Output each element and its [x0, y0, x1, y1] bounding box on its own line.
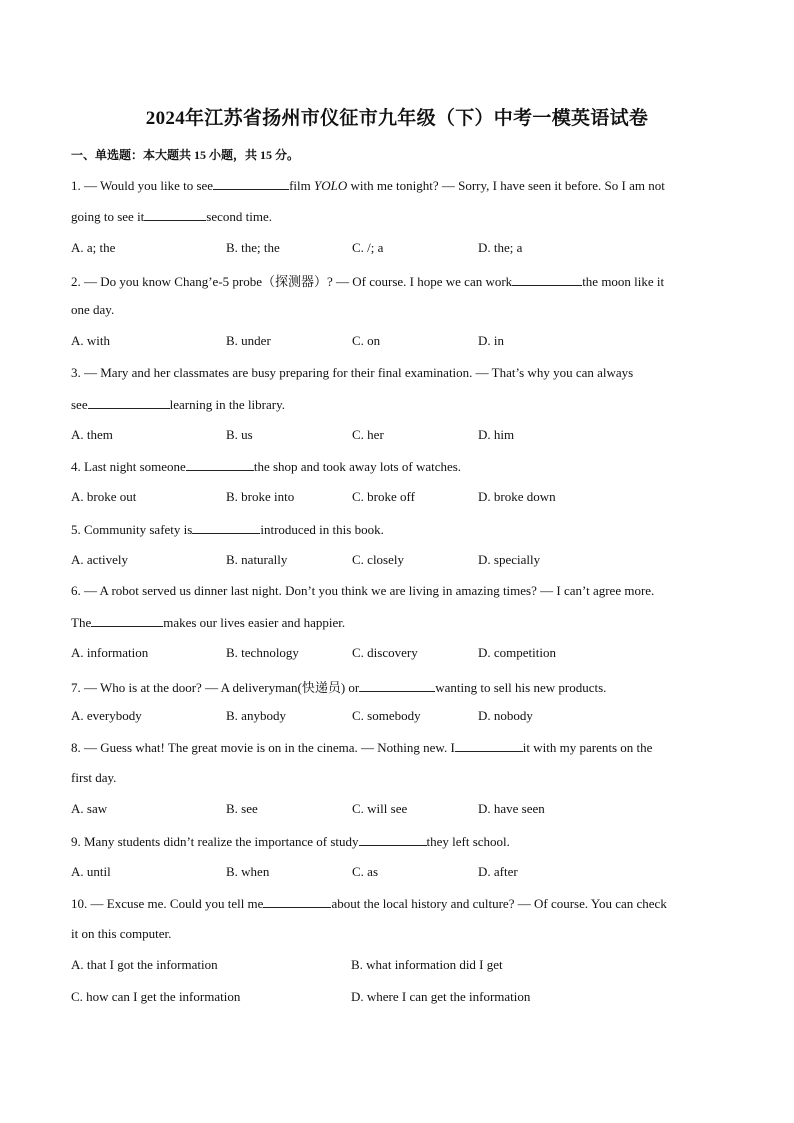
answer-blank: [186, 458, 254, 471]
question-1-option-b: B. the; the: [226, 240, 280, 255]
question-3-option-b: B. us: [226, 427, 253, 442]
question-8-line-1: 8. — Guess what! The great movie is on in the cinema. — Nothing new. I it with my parents on the: [71, 740, 653, 755]
question-4-option-a: A. broke out: [71, 489, 137, 504]
question-10-option-a: A. that I got the information: [71, 957, 218, 972]
answer-blank: [91, 614, 163, 627]
question-1-option-d: D. the; a: [478, 240, 523, 255]
question-3-line-1: 3. — Mary and her classmates are busy preparing for their final examination. — That’s why you can always: [71, 365, 634, 380]
question-6-option-c: C. discovery: [352, 645, 418, 660]
question-3-line-2: see learning in the library.: [71, 397, 286, 412]
question-7-option-d: D. nobody: [478, 708, 533, 723]
question-2-line-2: one day.: [71, 302, 115, 317]
question-7-option-b: B. anybody: [226, 708, 286, 723]
answer-blank: [359, 679, 435, 692]
question-6-option-b: B. technology: [226, 645, 299, 660]
answer-blank: [263, 895, 331, 908]
question-8-option-d: D. have seen: [478, 801, 545, 816]
question-8-line-2: first day.: [71, 770, 117, 785]
question-7-option-c: C. somebody: [352, 708, 421, 723]
question-10-option-c: C. how can I get the information: [71, 989, 241, 1004]
question-8-option-c: C. will see: [352, 801, 408, 816]
answer-blank: [455, 739, 523, 752]
question-1-line-2: going to see it second time.: [71, 209, 273, 224]
question-8-option-b: B. see: [226, 801, 258, 816]
question-5-option-b: B. naturally: [226, 552, 288, 567]
question-10-line-1: 10. — Excuse me. Could you tell me about the local history and culture? — Of course. You can check: [71, 896, 667, 911]
question-10-option-b: B. what information did I get: [351, 957, 503, 972]
question-6-line-1: 6. — A robot served us dinner last night. Don’t you think we are living in amazing times? — I can’t agree more.: [71, 583, 655, 598]
question-3-option-a: A. them: [71, 427, 113, 442]
question-2-option-c: C. on: [352, 333, 381, 348]
question-4-line-1: 4. Last night someone the shop and took away lots of watches.: [71, 459, 462, 474]
question-9-option-b: B. when: [226, 864, 270, 879]
question-4-option-b: B. broke into: [226, 489, 295, 504]
question-2-option-a: A. with: [71, 333, 110, 348]
question-9-option-c: C. as: [352, 864, 378, 879]
question-3-option-c: C. her: [352, 427, 384, 442]
question-3-option-d: D. him: [478, 427, 515, 442]
question-10-option-d: D. where I can get the information: [351, 989, 531, 1004]
question-7-option-a: A. everybody: [71, 708, 142, 723]
question-1-option-a: A. a; the: [71, 240, 116, 255]
question-7-line-1: 7. — Who is at the door? — A deliveryman(快递员) or wanting to sell his new products.: [71, 680, 607, 695]
question-5-option-d: D. specially: [478, 552, 541, 567]
question-6-option-a: A. information: [71, 645, 149, 660]
question-2-option-d: D. in: [478, 333, 504, 348]
question-1-line-1: 1. — Would you like to see film YOLO with me tonight? — Sorry, I have seen it before. So I am not: [71, 178, 665, 193]
section-heading: 一、单选题：本大题共 15 小题，共 15 分。: [71, 148, 300, 162]
question-2-line-1: 2. — Do you know Chang’e-5 probe（探测器）? — Of course. I hope we can work the moon like it: [71, 274, 665, 289]
question-6-line-2: The makes our lives easier and happier.: [71, 615, 346, 630]
question-9-option-d: D. after: [478, 864, 518, 879]
question-9-option-a: A. until: [71, 864, 111, 879]
question-4-option-d: D. broke down: [478, 489, 556, 504]
question-2-option-b: B. under: [226, 333, 271, 348]
page-title: 2024年江苏省扬州市仪征市九年级（下）中考一模英语试卷: [145, 108, 649, 129]
question-5-option-a: A. actively: [71, 552, 129, 567]
answer-blank: [512, 273, 582, 286]
answer-blank: [88, 396, 170, 409]
question-4-option-c: C. broke off: [352, 489, 415, 504]
answer-blank: [359, 833, 427, 846]
answer-blank: [144, 208, 206, 221]
question-5-line-1: 5. Community safety is introduced in this book.: [71, 522, 384, 537]
question-8-option-a: A. saw: [71, 801, 108, 816]
question-5-option-c: C. closely: [352, 552, 404, 567]
answer-blank: [192, 521, 260, 534]
question-1-option-c: C. /; a: [352, 240, 384, 255]
question-10-line-2: it on this computer.: [71, 926, 172, 941]
question-6-option-d: D. competition: [478, 645, 556, 660]
answer-blank: [213, 177, 289, 190]
question-9-line-1: 9. Many students didn’t realize the importance of study they left school.: [71, 834, 510, 849]
